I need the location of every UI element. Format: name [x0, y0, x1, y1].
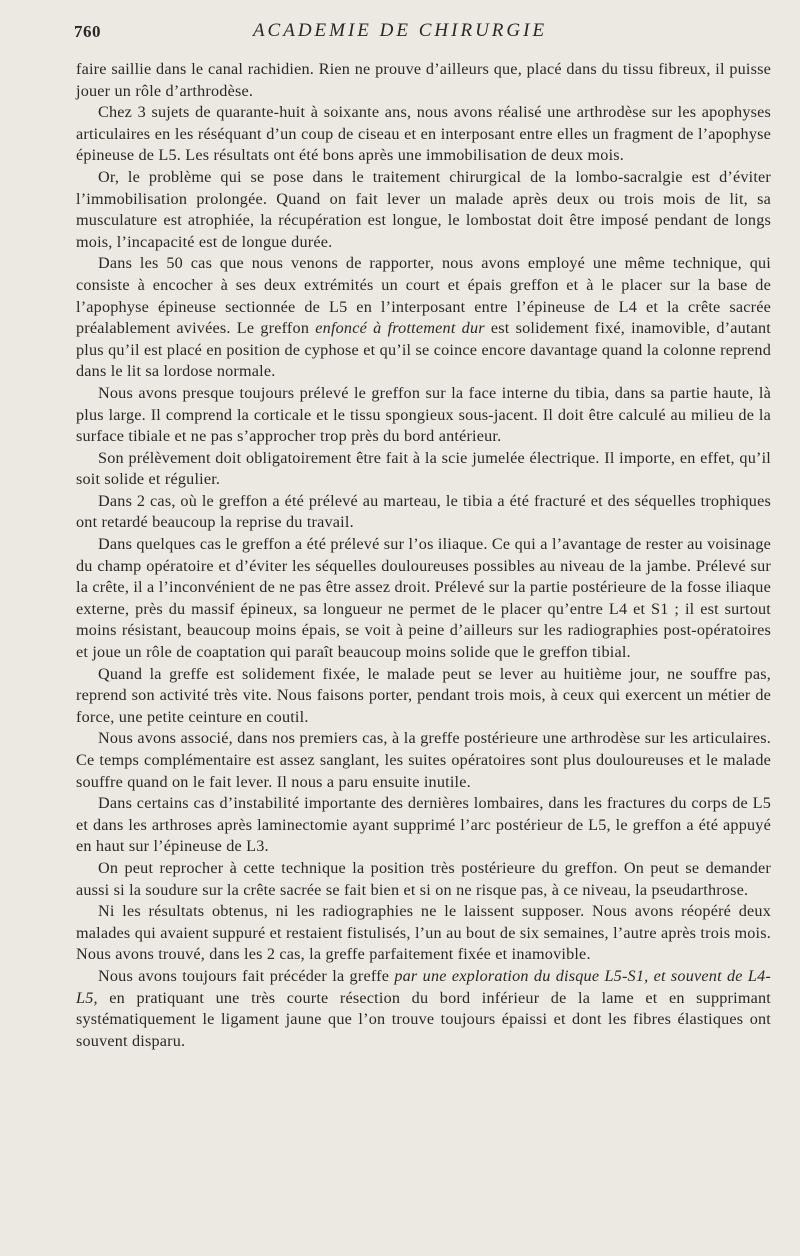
paragraph: Dans quelques cas le greffon a été prélevé sur l’os iliaque. Ce qui a l’avantage de rester au voisinage du champ opératoire et d’éviter les séquelles douloureuses possibles au niveau de la jambe. Prélevé sur la crête, il a l’inconvénient de ne pas être assez droit. Prélevé sur la partie postérieure de la fosse iliaque externe, près du massif épineux, sa longueur ne permet de le placer qu’entre L4 et S1 ; il est surtout moins résistant, beaucoup moins épais, se voit à peine d’ailleurs sur les radiographies post-opératoires et joue un rôle de coaptation qui paraît beaucoup moins solide que le greffon tibial.: [76, 535, 771, 662]
paragraph: Chez 3 sujets de quarante-huit à soixante ans, nous avons réalisé une arthrodèse sur les apophyses articulaires en les réséquant d’un coup de ciseau et en interposant entre elles un fragment de l’apophyse épineuse de L5. Les résultats ont été bons après une immobilisation de deux mois.: [76, 103, 771, 165]
paragraph: Son prélèvement doit obligatoirement être fait à la scie jumelée électrique. Il importe, en effet, qu’il soit solide et régulier.: [76, 448, 771, 489]
italic-phrase: par une exploration du disque L5-S1, et souvent de L4-L5,: [76, 966, 771, 1007]
paragraph: Quand la greffe est solidement fixée, le malade peut se lever au huitième jour, ne souffre pas, reprend son activité très vite. Nous faisons porter, pendant trois mois, à ceux qui exercent un métier de force, une petite ceinture en coutil.: [76, 664, 771, 726]
body-text: [76, 59, 771, 1052]
italic-phrase: enfoncé à frottement dur: [315, 319, 485, 338]
paragraph: Ni les résultats obtenus, ni les radiographies ne le laissent supposer. Nous avons réopéré deux malades qui avaient suppuré et restaient fistulisés, l’un au bout de six semaines, l’autre après trois mois. Nous avons trouvé, dans les 2 cas, la greffe parfaitement fixée et inamovible.: [76, 902, 771, 964]
paragraph: faire saillie dans le canal rachidien. Rien ne prouve d’ailleurs que, placé dans du tissu fibreux, il puisse jouer un rôle d’arthrodèse.: [76, 60, 771, 100]
running-title: ACADEMIE DE CHIRURGIE: [252, 20, 548, 41]
paragraph: Or, le problème qui se pose dans le traitement chirurgical de la lombo-sacralgie est d’éviter l’immobilisation prolongée. Quand on fait lever un malade après deux ou trois mois de lit, sa musculature est atrophiée, la récupération est longue, le lombostat doit être imposé pendant de longs mois, l’incapacité est de longue durée.: [76, 167, 771, 251]
page-number: 760: [74, 22, 101, 41]
paragraph: Nous avons presque toujours prélevé le greffon sur la face interne du tibia, dans sa partie haute, là plus large. Il comprend la corticale et le tissu spongieux sous-jacent. Il doit être calculé au milieu de la surface tibiale et ne pas s’approcher trop près du bord antérieur.: [76, 383, 771, 446]
paragraph: On peut reprocher à cette technique la position très postérieure du greffon. On peut se demander aussi si la soudure sur la crête sacrée se fait bien et si on ne risque pas, à ce niveau, la pseudarthrose.: [76, 858, 771, 899]
paragraph: Dans certains cas d’instabilité importante des dernières lombaires, dans les fractures du corps de L5 et dans les arthroses après laminectomie ayant supprimé l’arc postérieur de L5, le greffon a été appuyé en haut sur l’épineuse de L3.: [76, 794, 771, 856]
paragraph: [76, 253, 771, 383]
paragraph-text: Dans les 50 cas que nous venons de rapporter, nous avons employé une même technique, qui consiste à encocher à ses deux extrémités un court et épais greffon et à le placer sur la base de l’apophyse épineuse sectionnée de L5 en l’interposant entre l’épineuse de L4 et la crête sacrée préalablement avivées. Le greffon: [76, 254, 771, 338]
paragraph-text: est solidement fixé, inamovible, d’autant plus qu’il est placé en position de cyphose et qu’il se coince encore davantage quand la colonne reprend dans le lit sa lordose normale.: [76, 319, 772, 381]
paragraph-text: en pratiquant une très courte résection du bord inférieur de la lame et en supprimant systématiquement le ligament jaune que l’on trouve toujours épaissi et dont les fibres élastiques ont souvent disparu.: [76, 988, 771, 1050]
paragraph: Dans 2 cas, où le greffon a été prélevé au marteau, le tibia a été fracturé et des séquelles trophiques ont retardé beaucoup la reprise du travail.: [76, 491, 771, 532]
paragraph: Nous avons associé, dans nos premiers cas, à la greffe postérieure une arthrodèse sur les articulaires. Ce temps complémentaire est assez sanglant, les suites opératoires sont plus douloureuses et le malade souffre quand on le fait lever. Il nous a paru ensuite inutile.: [76, 729, 771, 791]
page-header: [0, 20, 800, 46]
paragraph: [76, 966, 771, 1052]
paragraph-text: Nous avons toujours fait précéder la greffe: [98, 966, 395, 985]
